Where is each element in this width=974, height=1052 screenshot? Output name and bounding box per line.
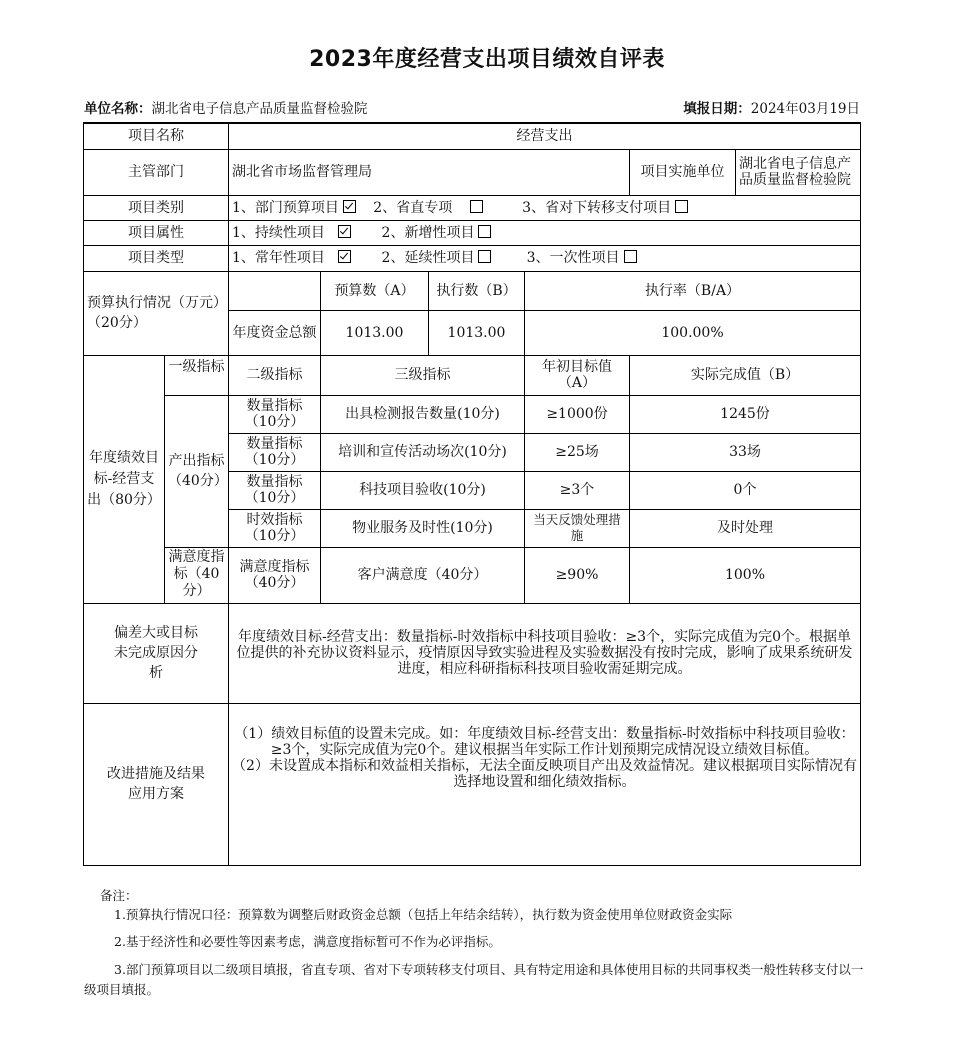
deviation-label-text: 偏差大或目标未完成原因分析 [114,625,198,681]
level3-header: 三级指标 [321,355,525,395]
target-header [525,355,630,395]
note-3: 3.部门预算项目以二级项目填报，省直专项、省对下专项转移支付项目、具有特定用途和具体使用目标的共同事权类一般性转移支付以一级项目填报。 [84,962,864,997]
fill-date [683,97,860,117]
dept-value: 湖北省市场监督管理局 [229,149,630,195]
attribute-option-2-text: 2、新增性项目 [381,224,475,241]
fill-date-value: 2024年03月19日 [750,101,860,117]
unit-name-value: 湖北省电子信息产品质量监督检验院 [151,101,368,117]
deviation-label [84,603,229,703]
checkbox-checked-icon[interactable] [343,200,356,213]
budget-label: 预算执行情况（万元） （20分） [84,271,229,355]
perf-goal-label: 年度绩效目标-经营支出（80分） [84,355,165,603]
type-option-3 [527,250,641,266]
note-2: 2.基于经济性和必要性等因素考虑，满意度指标暂可不作为必评指标。 [114,934,501,949]
level1-header [165,355,229,395]
impl-unit-value: 湖北省电子信息产品质量监督检验院 [736,149,861,195]
target-text: 当天反馈处理措施 [533,512,621,543]
dept-label: 主管部门 [84,149,229,195]
target-cell [525,509,630,547]
actual-cell: 0个 [630,471,861,509]
category-option-1-text: 1、部门预算项目 [232,199,339,216]
actual-cell: 1245份 [630,395,861,433]
target-cell: ≥3个 [525,471,630,509]
deviation-text: 年度绩效目标-经营支出：数量指标-时效指标中科技项目验收：≥3个，实际完成值为完0个。根据单位提供的补充协议资料显示，疫情原因导致实验进程及实验数据没有按时完成，影响了成果系统研发进度，相应科研指标科技项目验收需延期完成。 [229,603,861,703]
type-option-1 [232,250,355,266]
notes-heading: 备注： [100,888,138,903]
level3-cell: 科技项目验收(10分) [321,471,525,509]
fill-date-label: 填报日期： [683,101,751,117]
type-options [229,245,861,271]
satisfaction-indicator-label [165,547,229,603]
level2-cell [229,509,321,547]
improve-text [229,703,861,865]
unit-name [84,97,368,117]
project-name-value: 经营支出 [229,123,861,149]
page-title: 2023年度经营支出项目绩效自评表 [309,47,665,72]
actual-cell: 及时处理 [630,509,861,547]
satisfaction-indicator-text: 满意度指标（40分） [168,549,225,599]
checkbox-empty-icon[interactable] [478,250,491,263]
annual-fund-label: 年度资金总额 [229,310,321,355]
level2-text: 数量指标（10分） [244,436,305,468]
meta-row [84,97,860,117]
note-1: 1.预算执行情况口径：预算数为调整后财政资金总额（包括上年结余结转），执行数为资金使用单位财政资金实际 [114,907,733,922]
attribute-option-1-text: 1、持续性项目 [232,224,325,241]
type-label: 项目类型 [84,245,229,271]
evaluation-table [83,122,861,866]
checkbox-checked-icon[interactable] [338,225,351,238]
improve-label [84,703,229,865]
rate-value: 100.00% [525,310,861,355]
level2-text: 数量指标（10分） [244,474,305,506]
target-cell: ≥1000份 [525,395,630,433]
exec-value: 1013.00 [429,310,525,355]
category-option-3 [522,200,692,216]
checkbox-checked-icon[interactable] [338,250,351,263]
level3-cell: 客户满意度（40分） [321,547,525,603]
impl-unit-label: 项目实施单位 [630,149,736,195]
unit-name-label: 单位名称： [84,101,152,117]
target-header-text: 年初目标值（A） [542,359,612,391]
attribute-options [229,220,861,245]
checkbox-empty-icon[interactable] [470,200,483,213]
budget-value: 1013.00 [321,310,429,355]
attribute-option-2 [382,225,496,241]
checkbox-empty-icon[interactable] [675,200,688,213]
project-name-label: 项目名称 [84,123,229,149]
category-label: 项目类别 [84,195,229,220]
checkbox-empty-icon[interactable] [478,225,491,238]
notes [84,886,864,1000]
attribute-label: 项目属性 [84,220,229,245]
category-option-2 [373,200,486,216]
actual-header: 实际完成值（B） [630,355,861,395]
category-option-1 [232,200,360,216]
actual-cell: 100% [630,547,861,603]
actual-cell: 33场 [630,433,861,471]
type-option-2 [382,250,496,266]
category-options [229,195,861,220]
target-cell: ≥25场 [525,433,630,471]
type-option-1-text: 1、常年性项目 [232,250,325,266]
type-option-3-text: 3、一次性项目 [526,250,620,266]
type-option-2-text: 2、延续性项目 [381,250,475,266]
attribute-option-1 [232,225,355,241]
improve-paragraph-1: （1）绩效目标值的设置未完成。如：年度绩效目标-经营支出：数量指标-时效指标中科技项目验收：≥3个，实际完成值为完0个。建议根据当年实际工作计划预期完成情况设立绩效目标值。 [234,725,855,758]
category-option-2-text: 2、省直专项 [373,199,453,216]
level2-cell [229,471,321,509]
output-indicator-label: 产出指标（40分） [165,395,229,547]
level2-cell [229,395,321,433]
level2-cell [229,433,321,471]
rate-header: 执行率（B/A） [525,271,861,310]
target-cell: ≥90% [525,547,630,603]
category-option-3-text: 3、省对下转移支付项目 [522,199,672,216]
level2-text: 时效指标（10分） [244,512,305,544]
level1-header-text: 一级指标 [168,359,225,375]
level3-cell: 出具检测报告数量(10分) [321,395,525,433]
improve-label-text: 改进措施及结果应用方案 [107,766,205,802]
level3-cell: 物业服务及时性(10分) [321,509,525,547]
improve-paragraph-2: （2）未设置成本指标和效益相关指标，无法全面反映项目产出及效益情况。建议根据项目实际情况有选择地设置和细化绩效指标。 [232,757,857,790]
level2-header: 二级指标 [229,355,321,395]
exec-header: 执行数（B） [429,271,525,310]
level2-cell: 满意度指标（40分） [229,547,321,603]
level2-text: 数量指标（10分） [244,398,305,430]
budget-header: 预算数（A） [321,271,429,310]
level3-cell: 培训和宣传活动场次(10分) [321,433,525,471]
checkbox-empty-icon[interactable] [624,250,637,263]
